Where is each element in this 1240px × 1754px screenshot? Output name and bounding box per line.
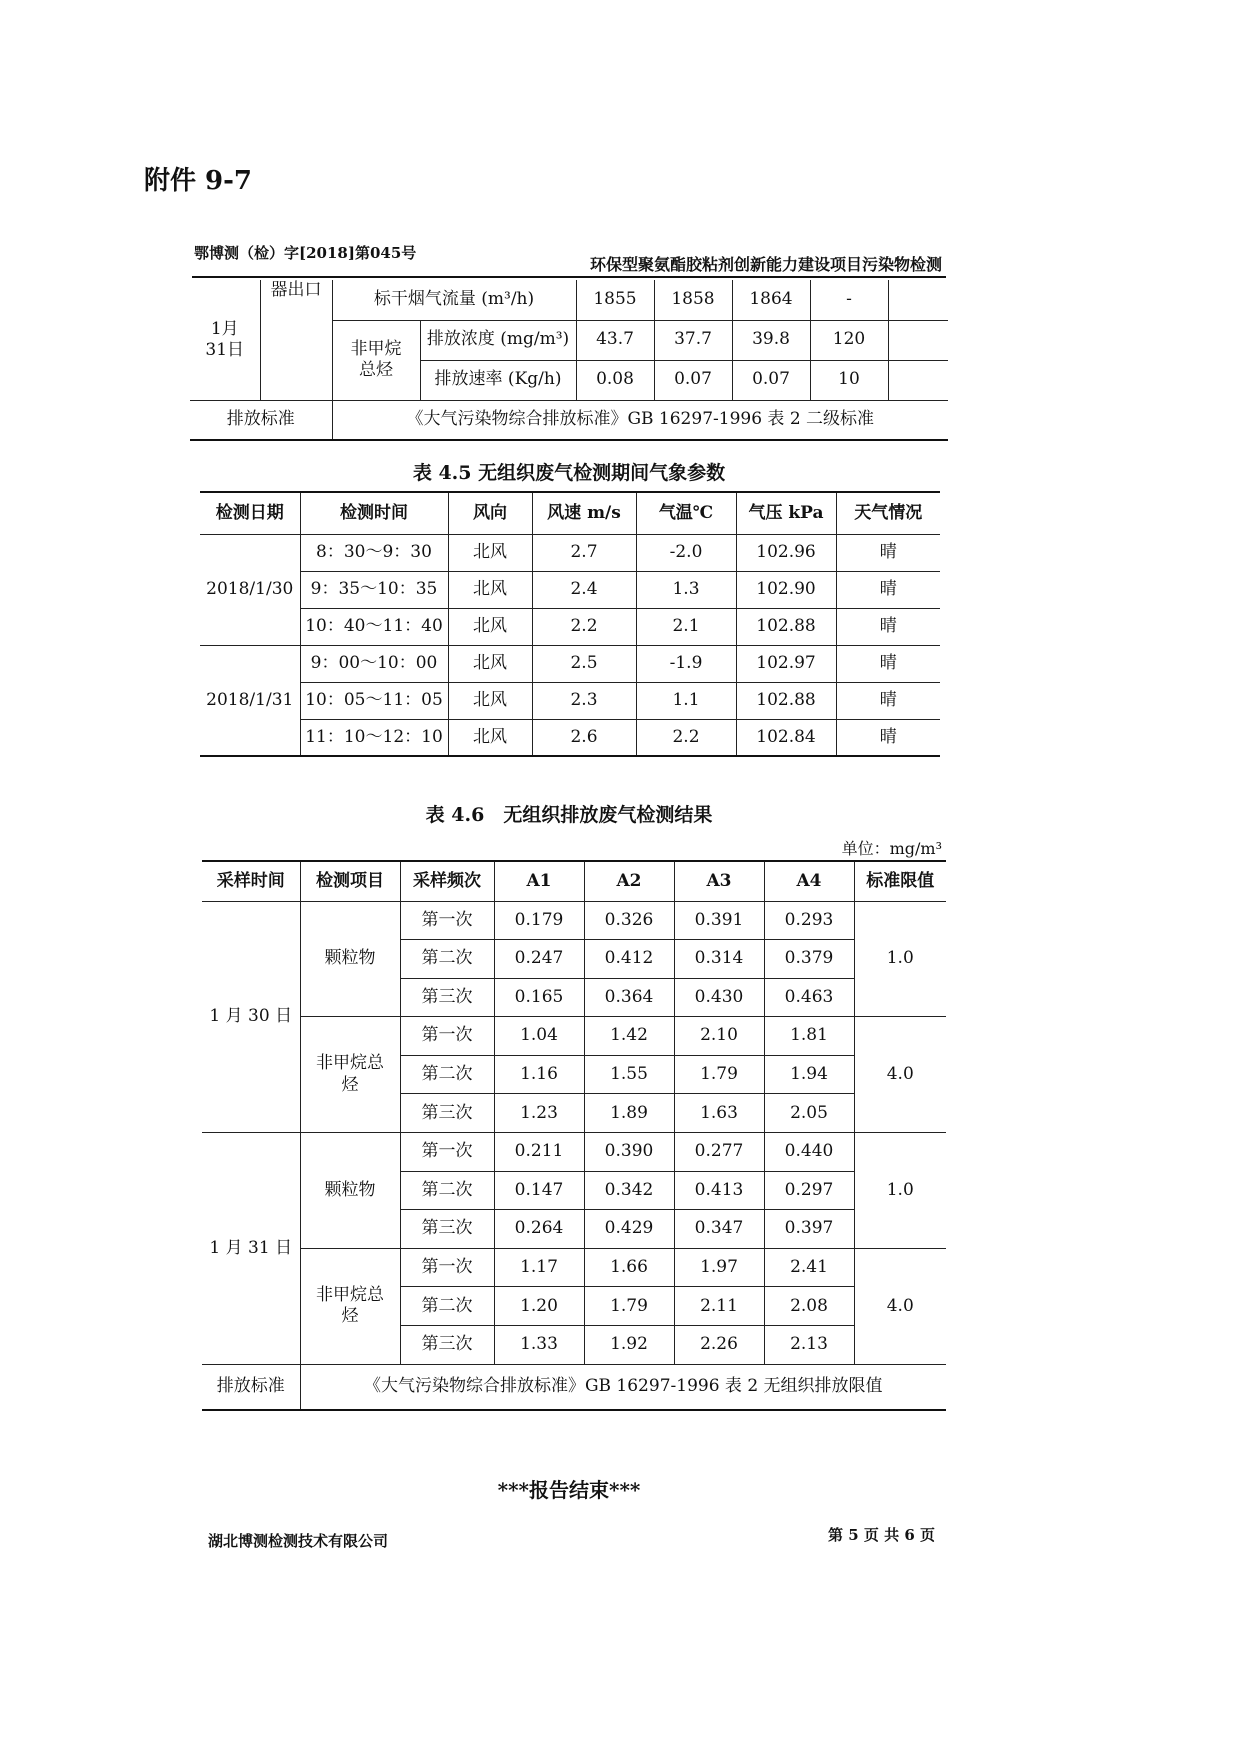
data-cell: 0.326: [584, 901, 674, 940]
data-cell: 2.05: [764, 1094, 854, 1133]
item-cell: 颗粒物: [300, 901, 400, 1017]
data-cell: 第三次: [400, 1094, 494, 1133]
data-cell: 0.147: [494, 1171, 584, 1210]
conc-value: 37.7: [654, 320, 732, 360]
data-cell: 9：00～10：00: [300, 645, 448, 682]
item-cell: 非甲烷总 烃: [300, 1017, 400, 1133]
flow-value: 1864: [732, 280, 810, 320]
data-cell: 1.04: [494, 1017, 584, 1056]
data-cell: 0.165: [494, 978, 584, 1017]
blank-cell: [888, 320, 948, 360]
column-header: 采样频次: [400, 861, 494, 901]
data-cell: 0.179: [494, 901, 584, 940]
item-cell: 颗粒物: [300, 1133, 400, 1249]
data-cell: 0.429: [584, 1210, 674, 1249]
weather-table: [200, 491, 940, 757]
header-rule: [192, 276, 946, 278]
standard-label: 排放标准: [202, 1364, 300, 1410]
data-cell: 0.391: [674, 901, 764, 940]
conc-label: 排放浓度 (mg/m³): [420, 320, 576, 360]
data-cell: 1.17: [494, 1248, 584, 1287]
data-cell: 2.11: [674, 1287, 764, 1326]
data-cell: 2.2: [532, 608, 636, 645]
conc-value: 120: [810, 320, 888, 360]
blank-cell: [888, 280, 948, 320]
data-cell: 晴: [836, 608, 940, 645]
column-header: 天气情况: [836, 492, 940, 534]
conc-value: 43.7: [576, 320, 654, 360]
data-cell: 1.94: [764, 1055, 854, 1094]
limit-cell: 1.0: [854, 901, 946, 1017]
page-number: 第 5 页 共 6 页: [828, 1526, 935, 1544]
data-cell: 第二次: [400, 1055, 494, 1094]
standard-label: 排放标准: [190, 400, 332, 440]
data-cell: 第一次: [400, 1248, 494, 1287]
data-cell: 1.79: [584, 1287, 674, 1326]
column-header: 气温℃: [636, 492, 736, 534]
data-cell: 第三次: [400, 978, 494, 1017]
data-cell: 0.463: [764, 978, 854, 1017]
data-cell: 2.13: [764, 1326, 854, 1365]
data-cell: 102.88: [736, 608, 836, 645]
data-cell: 0.347: [674, 1210, 764, 1249]
column-header: 标准限值: [854, 861, 946, 901]
data-cell: 1.92: [584, 1326, 674, 1365]
data-cell: 2.08: [764, 1287, 854, 1326]
data-cell: 0.364: [584, 978, 674, 1017]
date-cell: 2018/1/30: [200, 534, 300, 645]
data-cell: 0.314: [674, 940, 764, 979]
data-cell: 1.1: [636, 682, 736, 719]
data-cell: 1.97: [674, 1248, 764, 1287]
limit-cell: 4.0: [854, 1017, 946, 1133]
flow-value: 1855: [576, 280, 654, 320]
data-cell: 102.97: [736, 645, 836, 682]
limit-cell: 4.0: [854, 1248, 946, 1364]
data-cell: 0.297: [764, 1171, 854, 1210]
data-cell: 1.66: [584, 1248, 674, 1287]
blank-cell: [888, 360, 948, 400]
data-cell: 0.390: [584, 1133, 674, 1172]
data-cell: 1.16: [494, 1055, 584, 1094]
rate-label: 排放速率 (Kg/h): [420, 360, 576, 400]
table-4-5-caption: 表 4.5 无组织废气检测期间气象参数: [412, 462, 726, 484]
data-cell: 0.277: [674, 1133, 764, 1172]
data-cell: 北风: [448, 645, 532, 682]
data-cell: 0.412: [584, 940, 674, 979]
data-cell: 第二次: [400, 1287, 494, 1326]
project-title: 环保型聚氨酯胶粘剂创新能力建设项目污染物检测: [589, 255, 942, 274]
data-cell: 1.89: [584, 1094, 674, 1133]
data-cell: 第二次: [400, 1171, 494, 1210]
date-cell: 1 月 30 日: [202, 901, 300, 1133]
rate-value: 0.08: [576, 360, 654, 400]
standard-text: 《大气污染物综合排放标准》GB 16297-1996 表 2 二级标准: [332, 400, 948, 440]
data-cell: 1.63: [674, 1094, 764, 1133]
data-cell: 1.23: [494, 1094, 584, 1133]
data-cell: 102.84: [736, 719, 836, 756]
rate-value: 0.07: [732, 360, 810, 400]
report-end: ***报告结束***: [497, 1478, 641, 1502]
data-cell: 2.4: [532, 571, 636, 608]
data-cell: 1.42: [584, 1017, 674, 1056]
data-cell: 2.2: [636, 719, 736, 756]
data-cell: 102.90: [736, 571, 836, 608]
data-cell: 1.20: [494, 1287, 584, 1326]
data-cell: 第一次: [400, 1017, 494, 1056]
data-cell: 8：30～9：30: [300, 534, 448, 571]
data-cell: 9：35～10：35: [300, 571, 448, 608]
document-number: 鄂博测（检）字[2018]第045号: [194, 244, 417, 262]
data-cell: 1.55: [584, 1055, 674, 1094]
rate-value: 10: [810, 360, 888, 400]
column-header: A4: [764, 861, 854, 901]
data-cell: 102.88: [736, 682, 836, 719]
data-cell: 0.264: [494, 1210, 584, 1249]
data-cell: -2.0: [636, 534, 736, 571]
data-cell: 2.7: [532, 534, 636, 571]
column-header: 气压 kPa: [736, 492, 836, 534]
data-cell: 0.342: [584, 1171, 674, 1210]
column-header: A2: [584, 861, 674, 901]
flow-value: 1858: [654, 280, 732, 320]
emission-table-continued: [190, 280, 948, 441]
data-cell: 北风: [448, 682, 532, 719]
data-cell: 北风: [448, 534, 532, 571]
column-header: 检测日期: [200, 492, 300, 534]
data-cell: 0.293: [764, 901, 854, 940]
column-header: 检测时间: [300, 492, 448, 534]
data-cell: 0.247: [494, 940, 584, 979]
company-name: 湖北博测检测技术有限公司: [208, 1532, 389, 1550]
flow-label: 标干烟气流量 (m³/h): [332, 280, 576, 320]
column-header: A3: [674, 861, 764, 901]
column-header: A1: [494, 861, 584, 901]
column-header: 检测项目: [300, 861, 400, 901]
column-header: 风速 m/s: [532, 492, 636, 534]
data-cell: 11：10～12：10: [300, 719, 448, 756]
data-cell: -1.9: [636, 645, 736, 682]
data-cell: 0.430: [674, 978, 764, 1017]
column-header: 风向: [448, 492, 532, 534]
data-cell: 2.1: [636, 608, 736, 645]
data-cell: 北风: [448, 571, 532, 608]
limit-cell: 1.0: [854, 1133, 946, 1249]
data-cell: 1.79: [674, 1055, 764, 1094]
sampling-location: 器出口: [260, 280, 332, 400]
data-cell: 第二次: [400, 940, 494, 979]
column-header: 采样时间: [202, 861, 300, 901]
sampling-date: 1月 31日: [190, 280, 260, 400]
data-cell: 晴: [836, 534, 940, 571]
flow-value: -: [810, 280, 888, 320]
data-cell: 102.96: [736, 534, 836, 571]
data-cell: 0.379: [764, 940, 854, 979]
conc-value: 39.8: [732, 320, 810, 360]
data-cell: 第一次: [400, 901, 494, 940]
data-cell: 晴: [836, 719, 940, 756]
data-cell: 0.413: [674, 1171, 764, 1210]
data-cell: 0.211: [494, 1133, 584, 1172]
data-cell: 1.33: [494, 1326, 584, 1365]
data-cell: 1.81: [764, 1017, 854, 1056]
data-cell: 第一次: [400, 1133, 494, 1172]
data-cell: 2.41: [764, 1248, 854, 1287]
data-cell: 1.3: [636, 571, 736, 608]
data-cell: 2.26: [674, 1326, 764, 1365]
pollutant-name: 非甲烷 总烃: [332, 320, 420, 400]
fugitive-emission-table: [202, 860, 946, 1411]
data-cell: 0.397: [764, 1210, 854, 1249]
data-cell: 2.6: [532, 719, 636, 756]
data-cell: 北风: [448, 719, 532, 756]
data-cell: 北风: [448, 608, 532, 645]
data-cell: 10：05～11：05: [300, 682, 448, 719]
standard-text: 《大气污染物综合排放标准》GB 16297-1996 表 2 无组织排放限值: [300, 1364, 946, 1410]
data-cell: 0.440: [764, 1133, 854, 1172]
table-4-6-caption: 表 4.6 无组织排放废气检测结果: [425, 804, 713, 826]
attachment-label: 附件 9-7: [144, 166, 253, 196]
data-cell: 2.5: [532, 645, 636, 682]
data-cell: 第三次: [400, 1326, 494, 1365]
date-cell: 1 月 31 日: [202, 1133, 300, 1365]
data-cell: 晴: [836, 645, 940, 682]
data-cell: 晴: [836, 682, 940, 719]
data-cell: 第三次: [400, 1210, 494, 1249]
data-cell: 2.3: [532, 682, 636, 719]
rate-value: 0.07: [654, 360, 732, 400]
item-cell: 非甲烷总 烃: [300, 1248, 400, 1364]
data-cell: 10：40～11：40: [300, 608, 448, 645]
data-cell: 晴: [836, 571, 940, 608]
unit-label: 单位：mg/m³: [841, 839, 942, 858]
date-cell: 2018/1/31: [200, 645, 300, 756]
data-cell: 2.10: [674, 1017, 764, 1056]
